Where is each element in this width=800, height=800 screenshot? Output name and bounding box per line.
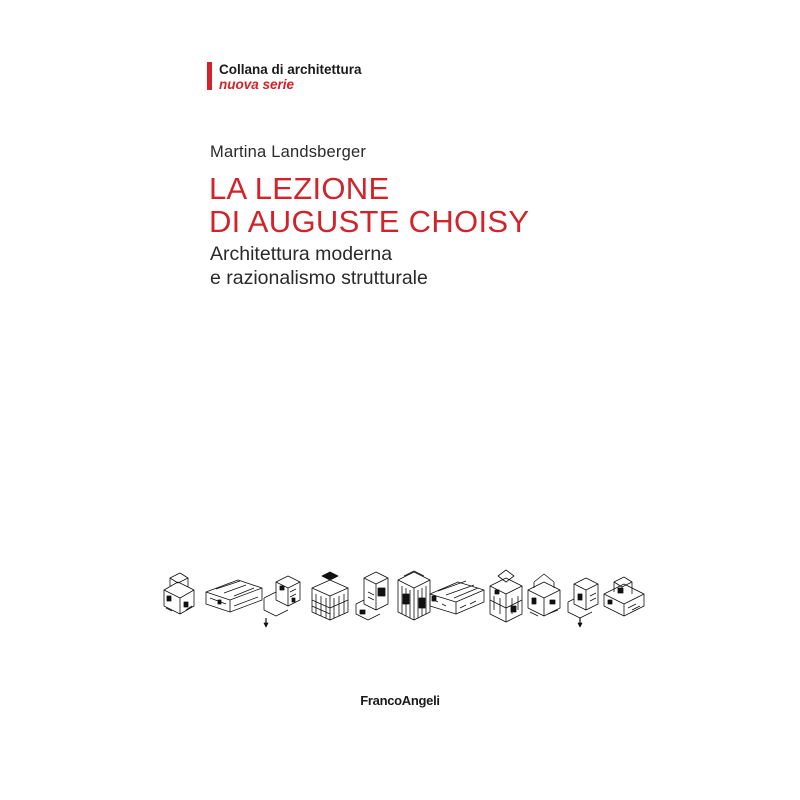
- subtitle-line-2: e razionalismo strutturale: [210, 267, 428, 289]
- axonometric-drawing-9: [528, 574, 560, 616]
- book-title: [209, 172, 529, 238]
- axonometric-drawings-icon: [158, 568, 648, 628]
- series-accent-bar: [207, 62, 212, 90]
- axonometric-drawing-7: [430, 581, 484, 614]
- axonometric-drawing-10: [568, 578, 598, 627]
- subtitle-line-1: Architettura moderna: [210, 243, 393, 265]
- series-name: Collana di architettura: [219, 62, 362, 77]
- axonometric-drawing-11: [604, 577, 644, 616]
- publisher-name: FrancoAngeli: [360, 693, 440, 708]
- author-name: Martina Landsberger: [210, 143, 367, 161]
- axonometric-drawing-6: [398, 571, 430, 620]
- book-subtitle: [210, 242, 428, 290]
- series-subtitle: nuova serie: [219, 77, 295, 92]
- axonometric-drawing-4: [312, 572, 348, 620]
- axonometric-drawing-3: [264, 576, 300, 627]
- axonometric-drawing-5: [356, 572, 388, 620]
- title-line-1: LA LEZIONE: [209, 171, 390, 206]
- axonometric-drawing-2: [206, 580, 262, 612]
- axonometric-drawing-1: [164, 573, 194, 614]
- title-line-2: DI AUGUSTE CHOISY: [209, 204, 530, 239]
- axonometric-drawing-8: [490, 570, 522, 622]
